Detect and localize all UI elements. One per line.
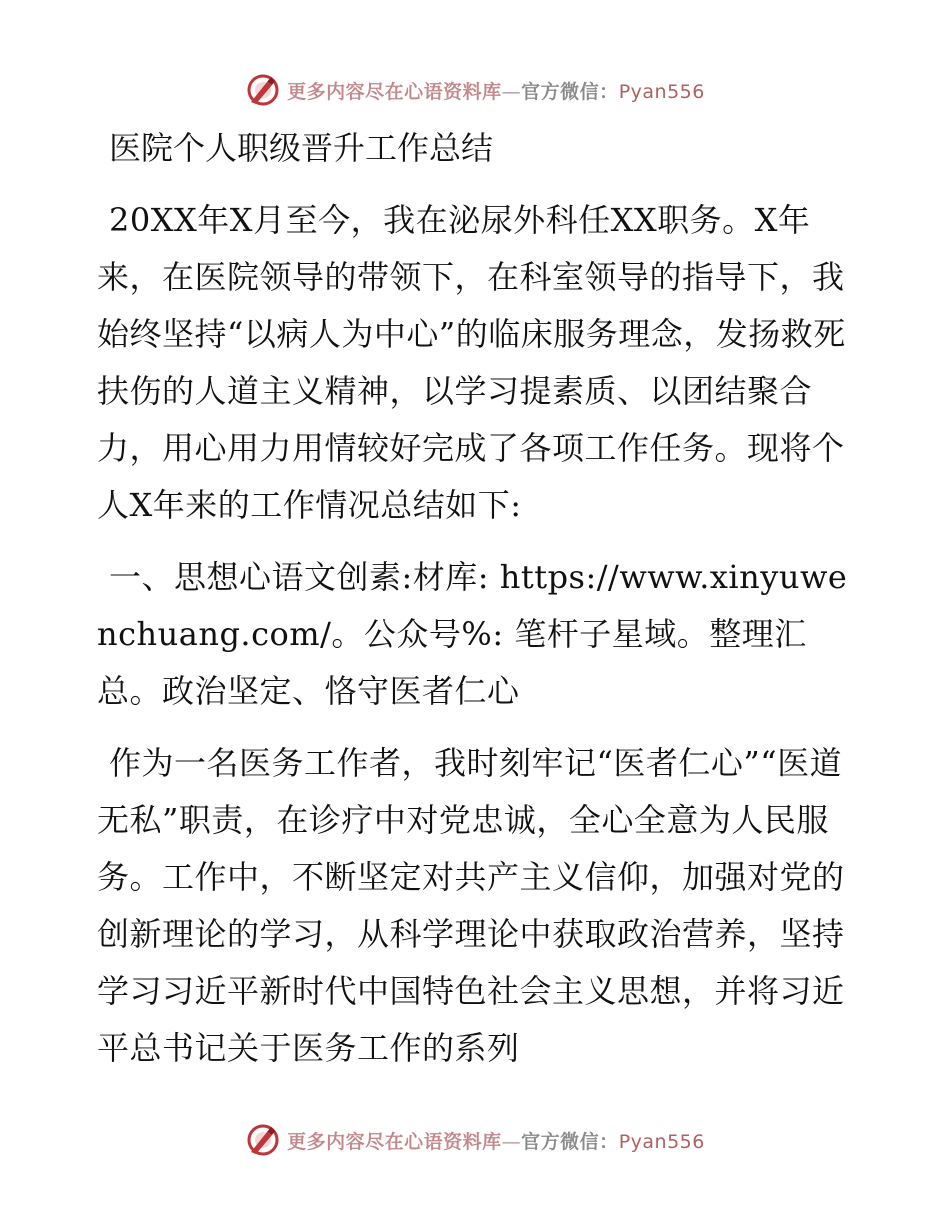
- watermark-wechat-label: 官方微信：: [521, 80, 619, 103]
- header-watermark: [0, 66, 950, 114]
- watermark-wechat-id: Pyan556: [618, 1130, 705, 1153]
- paragraph-section-one-heading: 一、思想心语文创素:材库: https://www.xinyuwenchuang.com/。公众号%: 笔杆子星域。整理汇总。政治坚定、恪守医者仁心: [97, 558, 848, 710]
- document-body: [97, 120, 857, 1077]
- watermark-main: 更多内容尽在心语资料库: [287, 1130, 502, 1153]
- watermark-text: [287, 1127, 705, 1154]
- watermark-wechat-label: 官方微信：: [521, 1130, 619, 1153]
- watermark-wechat-id: Pyan556: [618, 80, 705, 103]
- watermark-separator: —: [501, 80, 522, 103]
- watermark-text: [287, 77, 705, 104]
- document-title: 医院个人职级晋升工作总结: [109, 129, 494, 167]
- paragraph-section-one-body: 作为一名医务工作者，我时刻牢记“医者仁心”“医道无私”职责，在诊疗中对党忠诚，全心全意为人民服务。工作中，不断坚定对共产主义信仰，加强对党的创新理论的学习，从科学理论中获取政治营养，坚持学习习近平新时代中国特色社会主义思想，并将习近平总书记关于医务工作的系列: [97, 744, 845, 1067]
- paragraph-intro: 20XX年X月至今，我在泌尿外科任XX职务。X年来，在医院领导的带领下，在科室领导的指导下，我始终坚持“以病人为中心”的临床服务理念，发扬救死扶伤的人道主义精神，以学习提素质、以团结聚合力，用心用力用情较好完成了各项工作任务。现将个人X年来的工作情况总结如下:: [97, 201, 846, 524]
- footer-watermark: [0, 1116, 950, 1164]
- pen-circle-logo-icon: [245, 1122, 281, 1158]
- pen-circle-logo-icon: [245, 72, 281, 108]
- watermark-separator: —: [501, 1130, 522, 1153]
- watermark-main: 更多内容尽在心语资料库: [287, 80, 502, 103]
